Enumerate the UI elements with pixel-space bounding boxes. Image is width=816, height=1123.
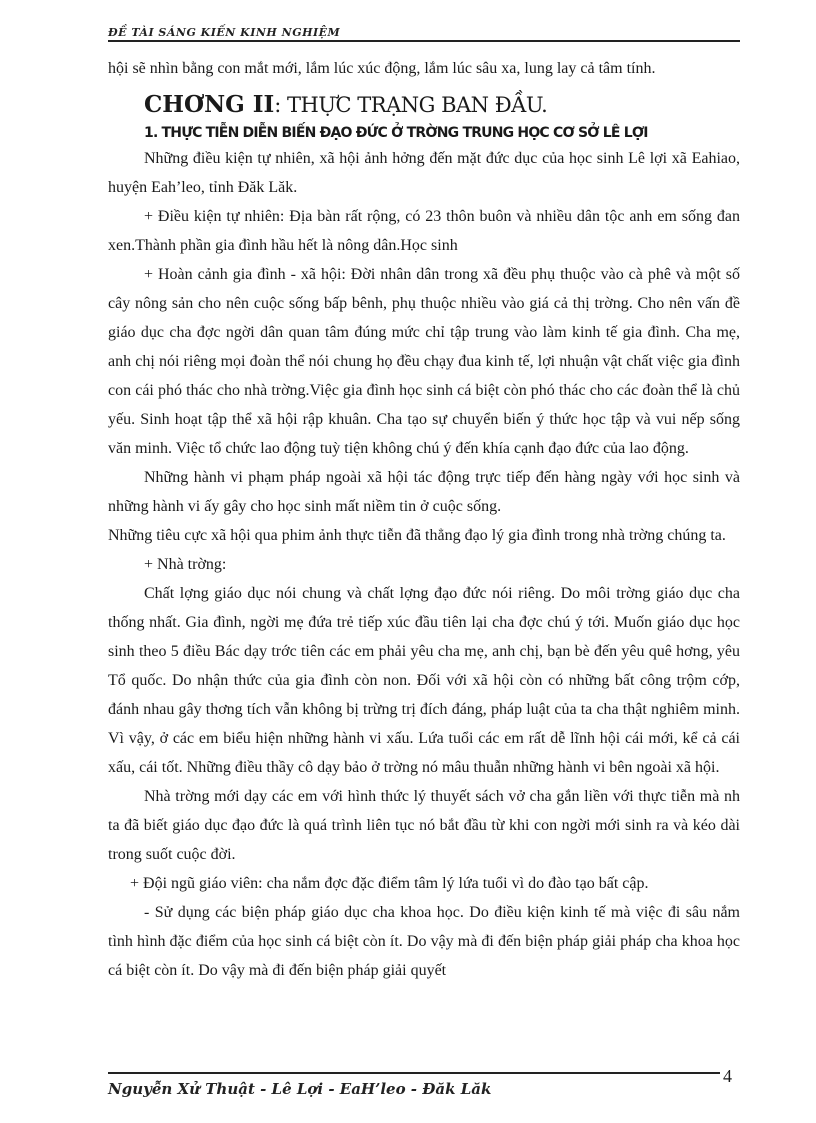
- paragraph: - Sử dụng các biện pháp giáo dục cha khoa học. Do điều kiện kinh tế mà việc đi sâu nắm tình hình đặc điểm của học sinh cá biệt còn ít. Do vậy mà đi đến biện pháp giải pháp cha khoa học cá biệt còn ít. Do vậy mà đi đến biện pháp giải quyết: [108, 904, 740, 979]
- footer-author: Nguyễn Xử Thuật - Lê Lợi - EaH’leo - Đăk Lăk: [108, 1080, 492, 1098]
- chapter-heading: [144, 91, 740, 118]
- footer-rule: [108, 1072, 720, 1074]
- page-footer: [108, 1066, 740, 1112]
- document-body: [108, 54, 740, 985]
- paragraph: Chất lợng giáo dục nói chung và chất lợng đạo đức nói riêng. Do môi trờng giáo dục cha thống nhất. Gia đình, ngời mẹ đứa trẻ tiếp xúc đầu tiên lại cha đợc chú ý tới. Muốn giáo dục học sinh theo 5 điều Bác dạy trớc tiên các em phải yêu cha mẹ, anh chị, bạn bè đến yêu quê hơng, yêu Tổ quốc. Do nhận thức của gia đình còn non. Đối với xã hội còn có những bất công trộm cớp, đánh nhau gây thơng tích vẫn không bị trừng trị đích đáng, pháp luật của ta cha thật nghiêm minh. Vì vậy, ở các em biểu hiện những hành vi xấu. Lứa tuổi các em rất dễ lĩnh hội cái mới, kể cả cái xấu, cái tốt. Những điều thầy cô dạy bảo ở trờng nó mâu thuẫn những hành vi bên ngoài xã hội.: [108, 585, 740, 776]
- page-header: [108, 24, 740, 44]
- paragraph: + Đội ngũ giáo viên: cha nắm đợc đặc điểm tâm lý lứa tuổi vì do đào tạo bất cập.: [130, 875, 649, 892]
- header-rule: [108, 40, 740, 42]
- chapter-number: CHƠNG II: [144, 91, 275, 118]
- paragraph: Những điều kiện tự nhiên, xã hội ảnh hởng đến mặt đức dục của học sinh Lê lợi xã Eahiao, huyện Eah’leo, tỉnh Đăk Lăk.: [108, 150, 740, 196]
- paragraph: Những hành vi phạm pháp ngoài xã hội tác động trực tiếp đến hàng ngày với học sinh và những hành vi ấy gây cho học sinh mất niềm tin ở cuộc sống.: [108, 469, 740, 515]
- paragraph: + Hoàn cảnh gia đình - xã hội: Đời nhân dân trong xã đều phụ thuộc vào cà phê và một số cây nông sản cho nên cuộc sống bấp bênh, phụ thuộc nhiều vào giá cả thị trờng. Cho nên vấn đề giáo dục cha đợc ngời dân quan tâm đúng mức chỉ tập trung vào làm kinh tế gia đình. Cha mẹ, anh chị nói riêng mọi đoàn thể nói chung họ đều chạy đua kinh tế, lợi nhuận vật chất việc gia đình con cái phó thác cho nhà trờng.Việc gia đình học sinh cá biệt còn phó thác cho các đoàn thể là chủ yếu. Sinh hoạt tập thể xã hội rập khuân. Cha tạo sự chuyển biến ý thức học tập và vui nếp sống văn minh. Việc tổ chức lao động tuỳ tiện không chú ý đến khía cạnh đạo đức của lao động.: [108, 266, 740, 457]
- page-number: 4: [723, 1066, 732, 1086]
- paragraph: + Điều kiện tự nhiên: Địa bàn rất rộng, có 23 thôn buôn và nhiều dân tộc anh em sống đan xen.Thành phần gia đình hầu hết là nông dân.Học sinh: [108, 208, 740, 254]
- paragraph: Những tiêu cực xã hội qua phim ảnh thực tiễn đã thẳng đạo lý gia đình trong nhà trờng chúng ta.: [108, 527, 726, 544]
- paragraph: + Nhà trờng:: [144, 556, 227, 573]
- chapter-title: : THỰC TRẠNG BAN ĐẦU.: [274, 93, 548, 117]
- paragraph-continuation: hội sẽ nhìn bằng con mắt mới, lắm lúc xúc động, lắm lúc sâu xa, lung lay cả tâm tính.: [108, 60, 656, 77]
- paragraph: Nhà trờng mới dạy các em với hình thức lý thuyết sách vở cha gắn liền với thực tiễn mà nh ta đã biết giáo dục đạo đức là quá trình liên tục nó bắt đầu từ khi con ngời mới sinh ra và kéo dài trong suốt cuộc đời.: [108, 788, 740, 863]
- header-title: ĐỀ TÀI SÁNG KIẾN KINH NGHIỆM: [108, 26, 341, 39]
- section-heading: 1. THỰC TIỄN DIỄN BIẾN ĐẠO ĐỨC Ở TRỜNG TRUNG HỌC CƠ SỞ LÊ LỢI: [144, 125, 648, 141]
